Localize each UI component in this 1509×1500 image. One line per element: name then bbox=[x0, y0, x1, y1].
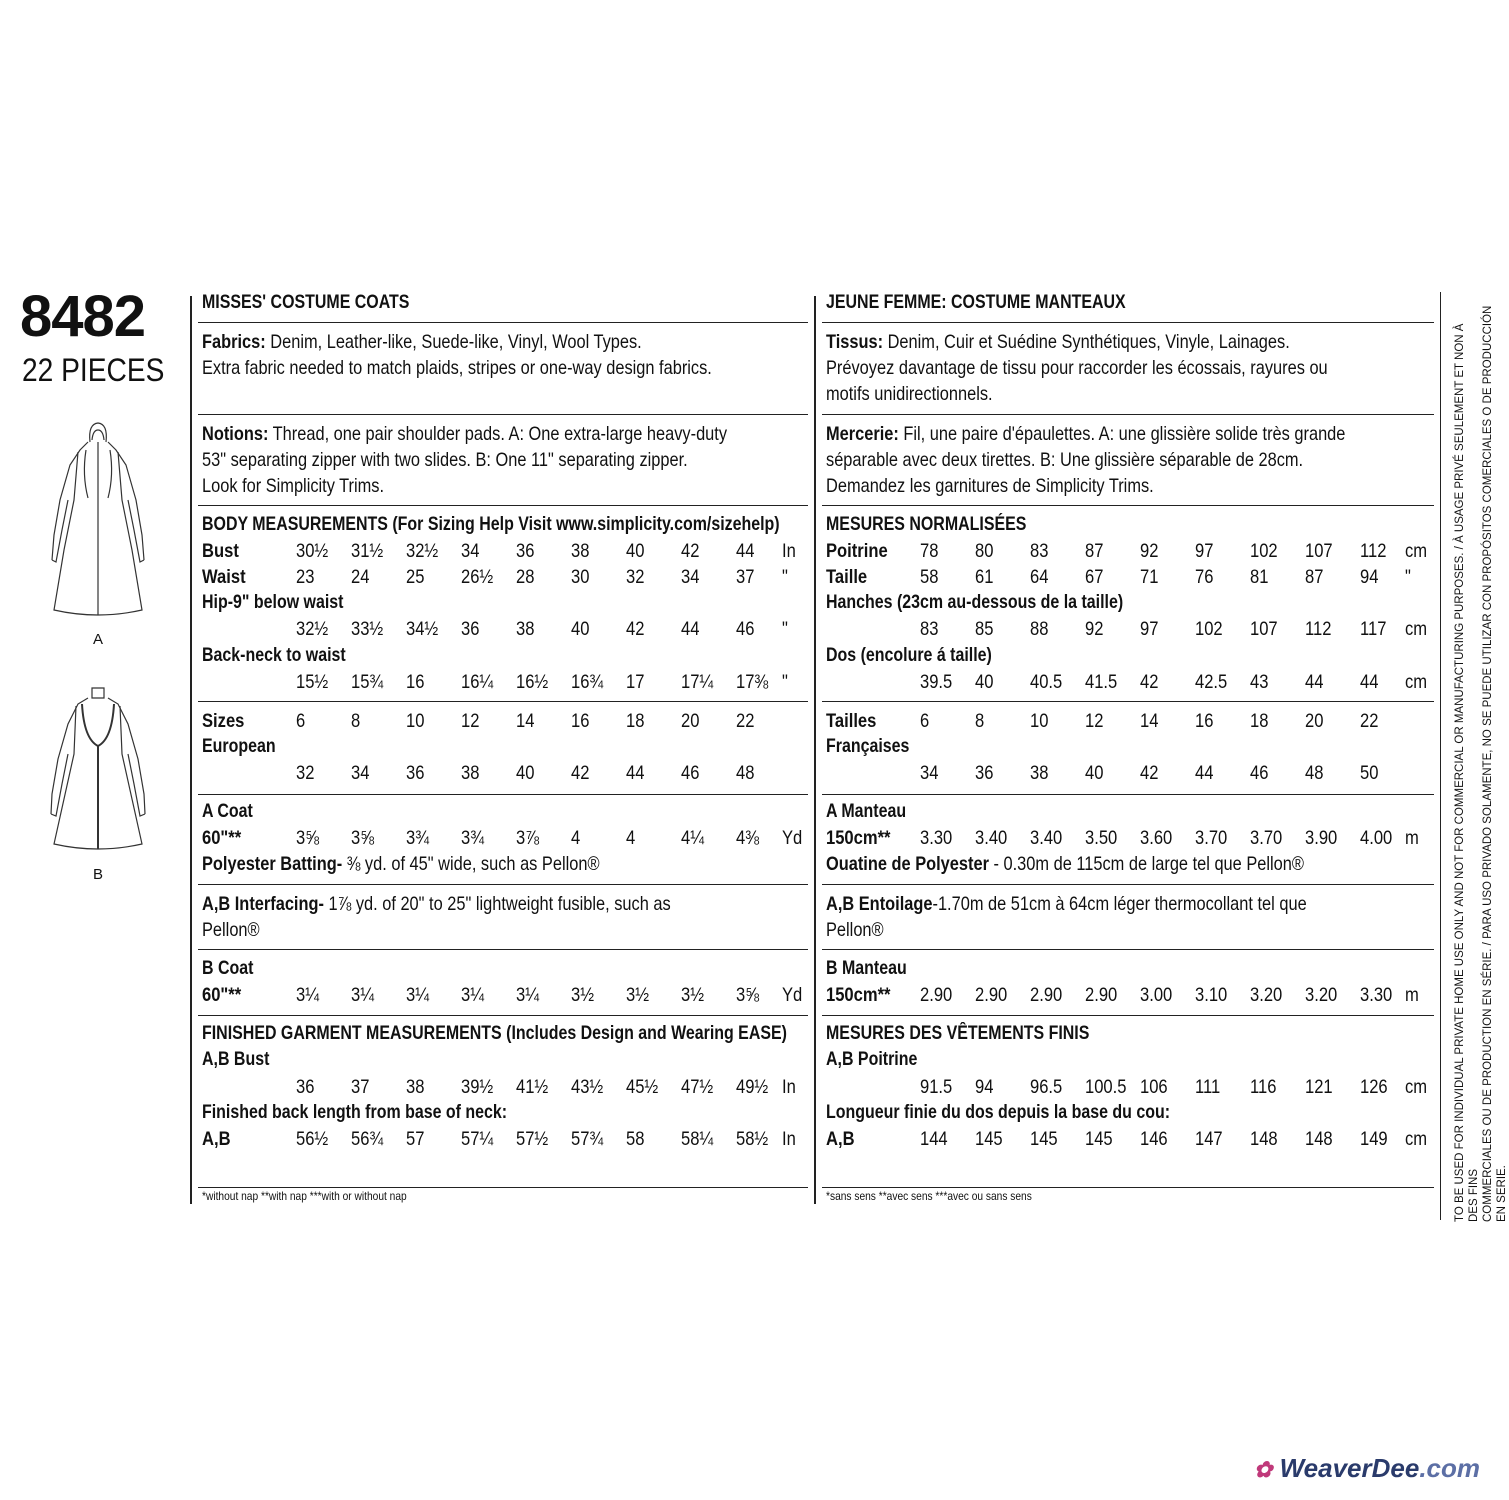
row-value: 6 bbox=[920, 710, 930, 732]
disclaimer-text bbox=[1453, 302, 1509, 1222]
row-value: 40 bbox=[516, 762, 535, 784]
row-value: 145 bbox=[975, 1128, 1003, 1150]
row-value: 16 bbox=[571, 710, 590, 732]
row-value: 3¼ bbox=[516, 984, 540, 1006]
row-value: 38 bbox=[1030, 762, 1049, 784]
row-value: 36 bbox=[461, 618, 480, 640]
row-value: 36 bbox=[406, 762, 425, 784]
fr-finished-heading: MESURES DES VÊTEMENTS FINIS bbox=[826, 1023, 1090, 1044]
row-value: 41½ bbox=[516, 1076, 549, 1098]
row-value: 34 bbox=[920, 762, 939, 784]
en-fabrics-label: Fabrics: bbox=[202, 331, 266, 353]
fr-rule bbox=[822, 701, 1434, 702]
row-value: 42.5 bbox=[1195, 671, 1228, 693]
fr-fin-back-label: Longueur finie du dos depuis la base du cou: bbox=[826, 1102, 1171, 1123]
row-value: 57¾ bbox=[571, 1128, 604, 1150]
row-label: Waist bbox=[202, 566, 246, 588]
row-value: 2.90 bbox=[1085, 984, 1118, 1006]
row-value: 34 bbox=[351, 762, 370, 784]
fr-body-heading: MESURES NORMALISÉES bbox=[826, 514, 1027, 535]
row-value: 48 bbox=[736, 762, 755, 784]
en-rule bbox=[198, 1015, 808, 1016]
row-value: 23 bbox=[296, 566, 315, 588]
row-value: 144 bbox=[920, 1128, 948, 1150]
row-unit: " bbox=[782, 618, 788, 640]
row-value: 3½ bbox=[571, 984, 595, 1006]
row-value: 8 bbox=[351, 710, 361, 732]
row-value: 4 bbox=[626, 827, 636, 849]
en-notions-line3: Look for Simplicity Trims. bbox=[202, 475, 385, 497]
row-value: 36 bbox=[296, 1076, 315, 1098]
row-value: 3¼ bbox=[406, 984, 430, 1006]
row-value: 58½ bbox=[736, 1128, 769, 1150]
coat-b-illustration bbox=[48, 684, 148, 854]
row-unit: cm bbox=[1405, 540, 1428, 562]
row-value: 16½ bbox=[516, 671, 549, 693]
fr-rule bbox=[822, 949, 1434, 950]
fr-rule bbox=[822, 1015, 1434, 1016]
row-label: Poitrine bbox=[826, 540, 888, 562]
row-value: 3.00 bbox=[1140, 984, 1173, 1006]
fr-batting bbox=[826, 853, 1304, 876]
row-unit: " bbox=[1405, 566, 1411, 588]
row-value: 87 bbox=[1305, 566, 1324, 588]
row-label: A,B bbox=[202, 1128, 231, 1150]
row-value: 100.5 bbox=[1085, 1076, 1127, 1098]
en-footnote: *without nap **with nap ***with or without nap bbox=[202, 1189, 407, 1203]
row-value: 58 bbox=[920, 566, 939, 588]
fr-fabrics-text: Denim, Cuir et Suédine Synthétiques, Vinyle, Lainages. bbox=[883, 331, 1290, 353]
en-rule bbox=[198, 414, 808, 415]
row-value: 44 bbox=[1360, 671, 1379, 693]
row-value: 102 bbox=[1195, 618, 1223, 640]
yarn-icon: ✿ bbox=[1253, 1457, 1273, 1482]
row-value: 8 bbox=[975, 710, 985, 732]
row-value: 31½ bbox=[351, 540, 384, 562]
fr-fabrics-line2: Prévoyez davantage de tissu pour raccorder les écossais, rayures ou bbox=[826, 357, 1328, 379]
en-fabrics bbox=[202, 331, 642, 354]
en-batting-text: ⅜ yd. of 45" wide, such as Pellon® bbox=[342, 853, 600, 875]
en-backneck-label: Back-neck to waist bbox=[202, 645, 346, 666]
row-value: 83 bbox=[920, 618, 939, 640]
row-value: 3.30 bbox=[1360, 984, 1393, 1006]
fr-a-coat-label: A Manteau bbox=[826, 801, 907, 822]
row-value: 3.40 bbox=[975, 827, 1008, 849]
row-value: 47½ bbox=[681, 1076, 714, 1098]
fr-backneck-label: Dos (encolure á taille) bbox=[826, 645, 992, 666]
row-value: 92 bbox=[1140, 540, 1159, 562]
row-value: 102 bbox=[1250, 540, 1278, 562]
en-batting-label: Polyester Batting- bbox=[202, 853, 343, 875]
row-value: 2.90 bbox=[920, 984, 953, 1006]
row-value: 42 bbox=[571, 762, 590, 784]
row-unit: m bbox=[1405, 827, 1419, 849]
row-value: 44 bbox=[736, 540, 755, 562]
row-value: 49½ bbox=[736, 1076, 769, 1098]
en-body-heading: BODY MEASUREMENTS (For Sizing Help Visit www.simplicity.com/sizehelp) bbox=[202, 514, 780, 535]
row-value: 30 bbox=[571, 566, 590, 588]
row-value: 64 bbox=[1030, 566, 1049, 588]
row-value: 44 bbox=[1305, 671, 1324, 693]
row-value: 20 bbox=[681, 710, 700, 732]
en-notions-label: Notions: bbox=[202, 423, 269, 445]
fr-european-label: Françaises bbox=[826, 736, 910, 757]
row-value: 41.5 bbox=[1085, 671, 1118, 693]
row-unit: In bbox=[782, 540, 796, 562]
row-value: 81 bbox=[1250, 566, 1269, 588]
row-unit: In bbox=[782, 1076, 796, 1098]
figure-a-label: A bbox=[93, 631, 104, 648]
row-value: 50 bbox=[1360, 762, 1379, 784]
row-value: 3⅝ bbox=[351, 827, 375, 849]
row-value: 148 bbox=[1250, 1128, 1278, 1150]
row-value: 40 bbox=[975, 671, 994, 693]
fr-rule bbox=[822, 505, 1434, 506]
figure-b-label: B bbox=[93, 866, 104, 883]
row-value: 38 bbox=[406, 1076, 425, 1098]
row-value: 22 bbox=[1360, 710, 1379, 732]
en-notions-line1: Thread, one pair shoulder pads. A: One extra-large heavy-duty bbox=[268, 423, 728, 445]
row-value: 61 bbox=[975, 566, 994, 588]
row-value: 3.40 bbox=[1030, 827, 1063, 849]
row-value: 88 bbox=[1030, 618, 1049, 640]
row-label: Tailles bbox=[826, 710, 877, 732]
row-label: Sizes bbox=[202, 710, 245, 732]
row-value: 38 bbox=[461, 762, 480, 784]
row-value: 58 bbox=[626, 1128, 645, 1150]
fr-notions-line1: Fil, une paire d'épaulettes. A: une glissière solide très grande bbox=[898, 423, 1346, 445]
row-value: 97 bbox=[1195, 540, 1214, 562]
row-value: 121 bbox=[1305, 1076, 1333, 1098]
row-value: 58¼ bbox=[681, 1128, 714, 1150]
row-label: 60"** bbox=[202, 827, 242, 849]
row-value: 16 bbox=[406, 671, 425, 693]
row-label: 150cm** bbox=[826, 984, 891, 1006]
row-value: 107 bbox=[1305, 540, 1333, 562]
row-value: 15½ bbox=[296, 671, 329, 693]
row-value: 42 bbox=[681, 540, 700, 562]
row-label: Bust bbox=[202, 540, 239, 562]
row-value: 3.20 bbox=[1250, 984, 1283, 1006]
row-unit: " bbox=[782, 671, 788, 693]
row-value: 32 bbox=[626, 566, 645, 588]
row-value: 148 bbox=[1305, 1128, 1333, 1150]
fr-fabrics-label: Tissus: bbox=[826, 331, 884, 353]
row-value: 12 bbox=[461, 710, 480, 732]
row-value: 4 bbox=[571, 827, 581, 849]
row-value: 14 bbox=[1140, 710, 1159, 732]
row-value: 28 bbox=[516, 566, 535, 588]
row-value: 36 bbox=[516, 540, 535, 562]
fr-fin-bust-label: A,B Poitrine bbox=[826, 1049, 918, 1070]
row-value: 2.90 bbox=[975, 984, 1008, 1006]
row-value: 3.60 bbox=[1140, 827, 1173, 849]
en-hip-label: Hip-9" below waist bbox=[202, 592, 344, 613]
row-label: A,B bbox=[826, 1128, 855, 1150]
row-value: 40.5 bbox=[1030, 671, 1063, 693]
row-value: 56¾ bbox=[351, 1128, 384, 1150]
row-value: 76 bbox=[1195, 566, 1214, 588]
row-value: 3⅝ bbox=[736, 984, 760, 1006]
row-value: 106 bbox=[1140, 1076, 1168, 1098]
en-fabrics-text: Denim, Leather-like, Suede-like, Vinyl, Wool Types. bbox=[265, 331, 642, 353]
row-value: 145 bbox=[1030, 1128, 1058, 1150]
row-value: 16 bbox=[1195, 710, 1214, 732]
row-value: 3¼ bbox=[351, 984, 375, 1006]
row-value: 3.70 bbox=[1195, 827, 1228, 849]
row-unit: " bbox=[782, 566, 788, 588]
en-interfacing-text: 1⅞ yd. of 20" to 25" lightweight fusible, such as bbox=[323, 893, 671, 915]
fr-notions bbox=[826, 423, 1345, 446]
row-value: 4¼ bbox=[681, 827, 705, 849]
fr-hip-label: Hanches (23cm au-dessous de la taille) bbox=[826, 592, 1124, 613]
en-european-label: European bbox=[202, 736, 276, 757]
row-value: 126 bbox=[1360, 1076, 1388, 1098]
row-value: 39.5 bbox=[920, 671, 953, 693]
fr-interfacing bbox=[826, 893, 1307, 916]
en-interfacing-line2: Pellon® bbox=[202, 919, 260, 941]
en-rule bbox=[198, 884, 808, 885]
row-value: 111 bbox=[1195, 1076, 1221, 1098]
fr-rule bbox=[822, 794, 1434, 795]
row-value: 94 bbox=[1360, 566, 1379, 588]
row-value: 96.5 bbox=[1030, 1076, 1063, 1098]
fr-rule bbox=[822, 884, 1434, 885]
row-label: 150cm** bbox=[826, 827, 891, 849]
row-value: 18 bbox=[1250, 710, 1269, 732]
row-value: 42 bbox=[1140, 671, 1159, 693]
fr-fabrics-line3: motifs unidirectionnels. bbox=[826, 383, 993, 405]
row-value: 46 bbox=[736, 618, 755, 640]
row-value: 3¾ bbox=[406, 827, 430, 849]
row-unit: In bbox=[782, 1128, 796, 1150]
pattern-number: 8482 bbox=[20, 284, 146, 349]
row-unit: m bbox=[1405, 984, 1419, 1006]
fr-interfacing-label: A,B Entoilage bbox=[826, 893, 933, 915]
row-value: 17⅜ bbox=[736, 671, 769, 693]
row-value: 18 bbox=[626, 710, 645, 732]
en-fin-bust-label: A,B Bust bbox=[202, 1049, 270, 1070]
row-value: 16¼ bbox=[461, 671, 494, 693]
row-value: 39½ bbox=[461, 1076, 494, 1098]
fr-batting-label: Ouatine de Polyester bbox=[826, 853, 989, 875]
row-value: 4⅜ bbox=[736, 827, 760, 849]
en-interfacing bbox=[202, 893, 671, 916]
row-value: 44 bbox=[626, 762, 645, 784]
row-value: 56½ bbox=[296, 1128, 329, 1150]
fr-title: JEUNE FEMME: COSTUME MANTEAUX bbox=[826, 292, 1126, 313]
row-value: 32½ bbox=[406, 540, 439, 562]
row-value: 34½ bbox=[406, 618, 439, 640]
row-value: 38 bbox=[571, 540, 590, 562]
row-value: 117 bbox=[1360, 618, 1387, 640]
en-b-coat-label: B Coat bbox=[202, 958, 254, 979]
row-value: 44 bbox=[1195, 762, 1214, 784]
row-value: 12 bbox=[1085, 710, 1104, 732]
row-value: 116 bbox=[1250, 1076, 1277, 1098]
row-value: 46 bbox=[1250, 762, 1269, 784]
pieces-count: 22 PIECES bbox=[22, 352, 165, 388]
row-value: 57¼ bbox=[461, 1128, 494, 1150]
row-value: 3.70 bbox=[1250, 827, 1283, 849]
row-value: 3.90 bbox=[1305, 827, 1338, 849]
row-label: Taille bbox=[826, 566, 868, 588]
row-value: 112 bbox=[1360, 540, 1387, 562]
watermark-logo bbox=[1254, 1453, 1480, 1484]
row-value: 37 bbox=[351, 1076, 370, 1098]
row-value: 3¼ bbox=[461, 984, 485, 1006]
row-value: 94 bbox=[975, 1076, 994, 1098]
fr-notions-line2: séparable avec deux tirettes. B: Une glissière séparable de 28cm. bbox=[826, 449, 1304, 471]
row-value: 17¼ bbox=[681, 671, 714, 693]
row-unit: cm bbox=[1405, 1076, 1428, 1098]
fr-fabrics bbox=[826, 331, 1290, 354]
row-value: 112 bbox=[1305, 618, 1332, 640]
fr-notions-label: Mercerie: bbox=[826, 423, 899, 445]
fr-interfacing-text: -1.70m de 51cm à 64cm léger thermocollant tel que bbox=[932, 893, 1307, 915]
fr-notions-line3: Demandez les garnitures de Simplicity Trims. bbox=[826, 475, 1154, 497]
row-value: 17 bbox=[626, 671, 645, 693]
en-notions-line2: 53" separating zipper with two slides. B: One 11" separating zipper. bbox=[202, 449, 688, 471]
en-rule bbox=[198, 794, 808, 795]
en-a-coat-label: A Coat bbox=[202, 801, 253, 822]
row-value: 87 bbox=[1085, 540, 1104, 562]
row-value: 3½ bbox=[626, 984, 650, 1006]
row-value: 3⅞ bbox=[516, 827, 540, 849]
row-value: 78 bbox=[920, 540, 939, 562]
row-value: 4.00 bbox=[1360, 827, 1393, 849]
row-value: 42 bbox=[1140, 762, 1159, 784]
row-value: 57 bbox=[406, 1128, 425, 1150]
disclaimer-line2: COMMERCIALES OU DE PRODUCTION EN SÉRIE. / PARA USO PRIVADO SOLAMENTE, NO SE PUEDE UTILIZAR CON PROPÓSITOS COMERCIALES O DE PRODUCCIÓN EN SERIE. bbox=[1482, 305, 1508, 1222]
row-value: 43 bbox=[1250, 671, 1269, 693]
row-value: 32 bbox=[296, 762, 315, 784]
fr-rule bbox=[822, 322, 1434, 323]
en-fin-back-label: Finished back length from base of neck: bbox=[202, 1102, 508, 1123]
row-value: 16¾ bbox=[571, 671, 604, 693]
row-value: 40 bbox=[571, 618, 590, 640]
fr-rule bbox=[822, 414, 1434, 415]
row-value: 3.20 bbox=[1305, 984, 1338, 1006]
row-value: 46 bbox=[681, 762, 700, 784]
en-batting bbox=[202, 853, 600, 876]
row-value: 38 bbox=[516, 618, 535, 640]
row-value: 3⅝ bbox=[296, 827, 320, 849]
row-value: 36 bbox=[975, 762, 994, 784]
en-rule bbox=[198, 701, 808, 702]
row-unit: cm bbox=[1405, 1128, 1428, 1150]
en-notions bbox=[202, 423, 727, 446]
row-value: 34 bbox=[681, 566, 700, 588]
row-value: 10 bbox=[1030, 710, 1049, 732]
row-unit: Yd bbox=[782, 827, 803, 849]
row-value: 3¾ bbox=[461, 827, 485, 849]
row-value: 33½ bbox=[351, 618, 384, 640]
row-value: 20 bbox=[1305, 710, 1324, 732]
center-divider bbox=[814, 296, 816, 1204]
en-fabrics-line2: Extra fabric needed to match plaids, stripes or one-way design fabrics. bbox=[202, 357, 712, 379]
row-value: 30½ bbox=[296, 540, 329, 562]
row-label: 60"** bbox=[202, 984, 242, 1006]
row-value: 83 bbox=[1030, 540, 1049, 562]
row-value: 71 bbox=[1140, 566, 1159, 588]
en-title: MISSES' COSTUME COATS bbox=[202, 292, 410, 313]
row-value: 2.90 bbox=[1030, 984, 1063, 1006]
row-value: 3.30 bbox=[920, 827, 953, 849]
row-value: 40 bbox=[1085, 762, 1104, 784]
row-value: 67 bbox=[1085, 566, 1104, 588]
row-value: 25 bbox=[406, 566, 425, 588]
row-unit: cm bbox=[1405, 618, 1428, 640]
row-value: 145 bbox=[1085, 1128, 1113, 1150]
row-value: 107 bbox=[1250, 618, 1278, 640]
row-unit: cm bbox=[1405, 671, 1428, 693]
row-value: 48 bbox=[1305, 762, 1324, 784]
row-value: 26½ bbox=[461, 566, 494, 588]
fr-b-coat-label: B Manteau bbox=[826, 958, 907, 979]
en-finished-heading: FINISHED GARMENT MEASUREMENTS (Includes Design and Wearing EASE) bbox=[202, 1023, 787, 1044]
row-value: 3.10 bbox=[1195, 984, 1228, 1006]
row-value: 37 bbox=[736, 566, 755, 588]
row-value: 45½ bbox=[626, 1076, 659, 1098]
en-rule bbox=[198, 322, 808, 323]
row-value: 97 bbox=[1140, 618, 1159, 640]
row-value: 3½ bbox=[681, 984, 705, 1006]
left-divider bbox=[190, 296, 192, 1204]
en-interfacing-label: A,B Interfacing- bbox=[202, 893, 324, 915]
row-value: 24 bbox=[351, 566, 370, 588]
row-value: 57½ bbox=[516, 1128, 549, 1150]
coat-a-illustration bbox=[48, 420, 148, 625]
row-value: 3.50 bbox=[1085, 827, 1118, 849]
row-value: 3¼ bbox=[296, 984, 320, 1006]
fr-batting-text: - 0.30m de 115cm de large tel que Pellon® bbox=[988, 853, 1304, 875]
row-value: 22 bbox=[736, 710, 755, 732]
row-value: 149 bbox=[1360, 1128, 1388, 1150]
watermark-suffix: .com bbox=[1419, 1453, 1480, 1483]
row-value: 10 bbox=[406, 710, 425, 732]
row-value: 43½ bbox=[571, 1076, 604, 1098]
row-value: 6 bbox=[296, 710, 306, 732]
row-value: 91.5 bbox=[920, 1076, 953, 1098]
watermark-name: WeaverDee bbox=[1279, 1453, 1420, 1483]
row-value: 92 bbox=[1085, 618, 1104, 640]
row-value: 34 bbox=[461, 540, 480, 562]
en-rule bbox=[198, 949, 808, 950]
row-value: 32½ bbox=[296, 618, 329, 640]
row-value: 14 bbox=[516, 710, 535, 732]
row-value: 44 bbox=[681, 618, 700, 640]
disclaimer-line1: TO BE USED FOR INDIVIDUAL PRIVATE HOME USE ONLY AND NOT FOR COMMERCIAL OR MANUFACTURING PURPOSES. / À USAGE PRIVÉ SEULEMENT ET NON À DES FINS bbox=[1454, 323, 1480, 1222]
row-value: 42 bbox=[626, 618, 645, 640]
row-value: 146 bbox=[1140, 1128, 1168, 1150]
fr-footnote: *sans sens **avec sens ***avec ou sans sens bbox=[826, 1189, 1032, 1203]
row-value: 40 bbox=[626, 540, 645, 562]
row-value: 147 bbox=[1195, 1128, 1223, 1150]
row-value: 80 bbox=[975, 540, 994, 562]
fr-interfacing-line2: Pellon® bbox=[826, 919, 884, 941]
row-value: 85 bbox=[975, 618, 994, 640]
row-value: 15¾ bbox=[351, 671, 384, 693]
en-rule bbox=[198, 505, 808, 506]
row-unit: Yd bbox=[782, 984, 803, 1006]
